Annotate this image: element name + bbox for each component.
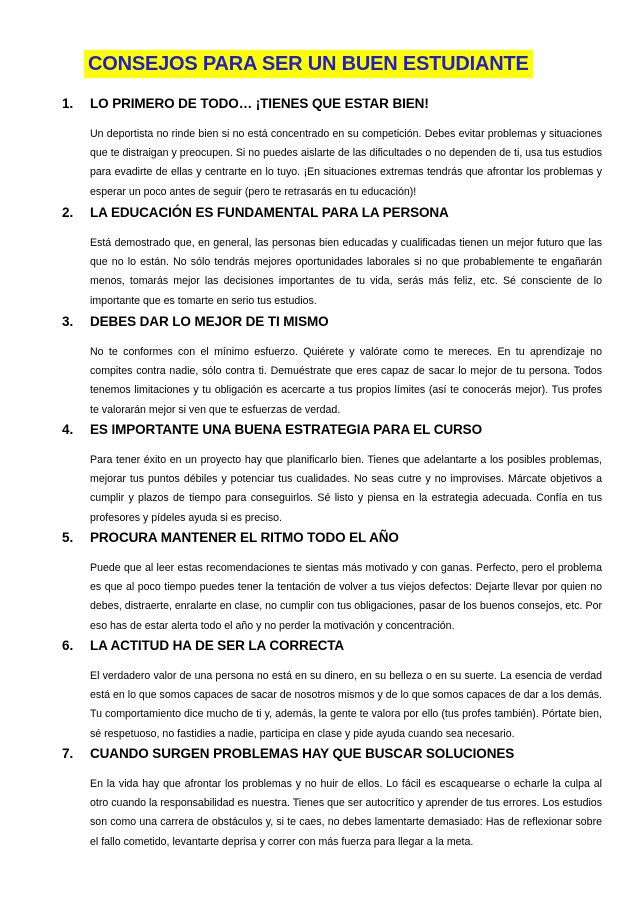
section-body: Está demostrado que, en general, las personas bien educadas y cualificadas tienen un mejor futuro que las que no lo están. No sólo tendrás mejores oportunidades laborales si no que probablemente te engañarán menos, tomarás mejor las decisiones importantes de tu vida, serás más feliz, etc. Sé consciente de lo importante que es tomarte en serio tus estudios.	[90, 237, 602, 307]
section-heading: LA EDUCACIÓN ES FUNDAMENTAL PARA LA PERSONA	[90, 205, 449, 220]
section-number: 1.	[62, 96, 74, 111]
section-body: No te conformes con el mínimo esfuerzo. Quiérete y valórate como te mereces. En tu aprendizaje no compites contra nadie, sólo contra ti. Demuéstrate que eres capaz de sacar lo mejor de tu persona. Todos tenemos limitaciones y tu obligación es acercarte a tus propios límites (así te conocerás mejor). Tus profes te valorarán mejor si ven que te esfuerzas de verdad.	[90, 346, 602, 416]
section-heading: LO PRIMERO DE TODO… ¡TIENES QUE ESTAR BIEN!	[90, 96, 429, 111]
page-title: CONSEJOS PARA SER UN BUEN ESTUDIANTE	[84, 50, 533, 78]
section-body: Puede que al leer estas recomendaciones te sientas más motivado y con ganas. Perfecto, pero el problema es que al poco tiempo puedes tener la tentación de volver a tus viejos defectos: Dejarte llevar por quien no debes, distraerte, enralarte en clase, no cumplir con tus obligaciones, pasar de los buenos consejos, etc. Por eso has de estar alerta todo el año y no perder la motivación y concentración.	[90, 562, 602, 632]
section-number: 2.	[62, 205, 74, 220]
section-heading: ES IMPORTANTE UNA BUENA ESTRATEGIA PARA EL CURSO	[90, 422, 482, 437]
section-heading: CUANDO SURGEN PROBLEMAS HAY QUE BUSCAR SOLUCIONES	[90, 746, 515, 761]
section-number: 3.	[62, 314, 74, 329]
section-heading: LA ACTITUD HA DE SER LA CORRECTA	[90, 638, 345, 653]
section-number: 5.	[62, 530, 74, 545]
section-number: 7.	[62, 746, 74, 761]
section-number: 6.	[62, 638, 74, 653]
section-body: Un deportista no rinde bien si no está concentrado en su competición. Debes evitar problemas y situaciones que te distraigan y preocupen. Si no puedes aislarte de las dificultades o no dependen de ti, usa tus estudios para evadirte de ellas y centrarte en lo tuyo. ¡En situaciones extremas tendrás que afrontar los problemas y esperar un poco antes de seguir (pero te retrasarás en tu educación)!	[90, 128, 602, 198]
section-body: Para tener éxito en un proyecto hay que planificarlo bien. Tienes que adelantarte a los posibles problemas, mejorar tus puntos débiles y potenciar tus cualidades. No seas cutre y no improvises. Márcate objetivos a cumplir y plazos de tiempo para conseguirlos. Sé listo y piensa en la estrategia adecuada. Confía en tus profesores y pídeles ayuda si es preciso.	[90, 454, 602, 524]
section-body: En la vida hay que afrontar los problemas y no huir de ellos. Lo fácil es escaquearse o echarle la culpa al otro cuando la responsabilidad es nuestra. Tienes que ser autocrítico y aprender de tus errores. Los estudios son como una carrera de obstáculos y, si te caes, no debes lamentarte demasiado: Has de reflexionar sobre el fallo cometido, levantarte deprisa y correr con más fuerza para llegar a la meta.	[90, 778, 602, 848]
section-body: El verdadero valor de una persona no está en su dinero, en su belleza o en su suerte. La esencia de verdad está en lo que somos capaces de sacar de nosotros mismos y de lo que somos capaces de dar a los demás. Tu comportamiento dice mucho de ti y, además, la gente te valora por ello (tus profes también). Pórtate bien, sé respetuoso, no fastidies a nadie, participa en clase y pide ayuda cuando sea necesario.	[90, 670, 602, 740]
section-heading: PROCURA MANTENER EL RITMO TODO EL AÑO	[90, 530, 399, 545]
section-heading: DEBES DAR LO MEJOR DE TI MISMO	[90, 314, 329, 329]
section-number: 4.	[62, 422, 74, 437]
